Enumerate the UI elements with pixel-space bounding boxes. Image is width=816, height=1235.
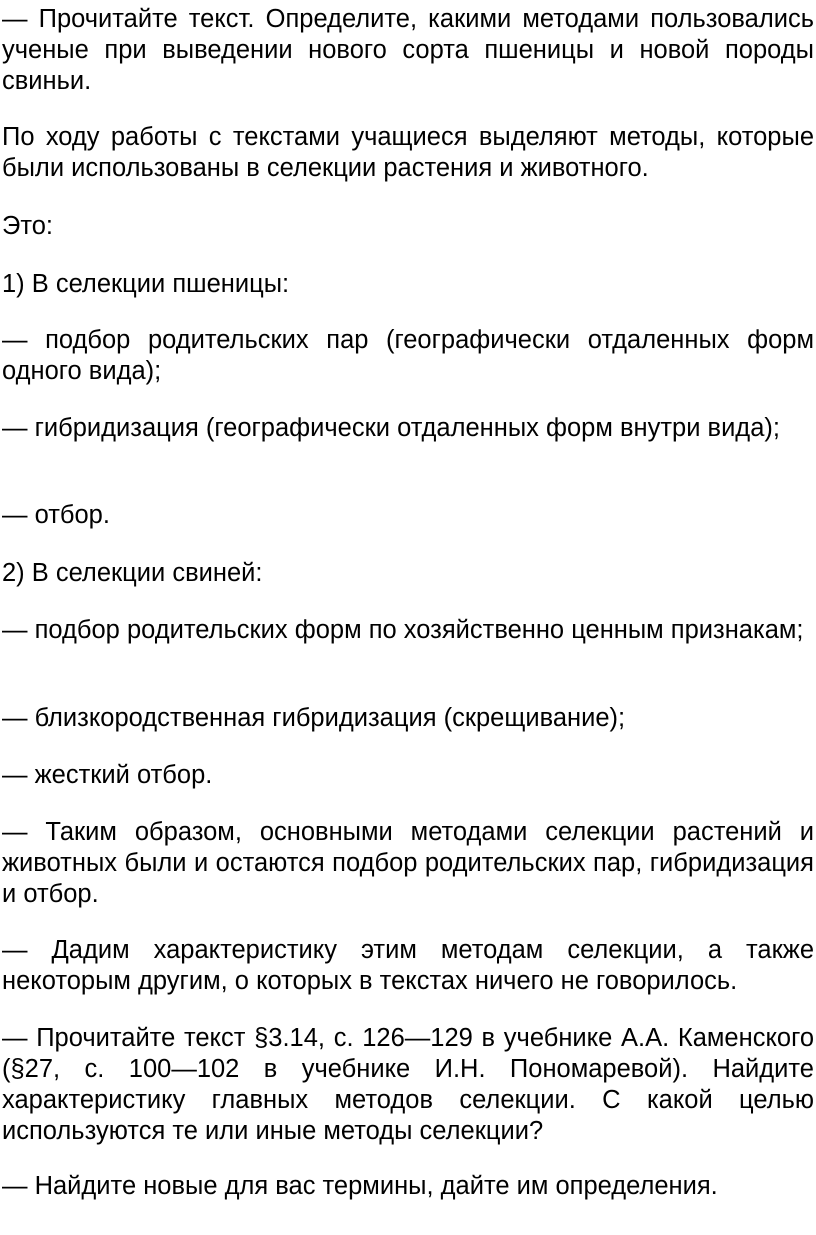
paragraph: По ходу работы с текстами учащиеся выделяют методы, которые были использованы в селекции растения и животного.	[2, 123, 814, 182]
paragraph: — Найдите новые для вас термины, дайте им определения.	[2, 1172, 718, 1200]
paragraph: — подбор родительских форм по хозяйственно ценным признакам;	[2, 616, 804, 644]
paragraph: — Прочитайте текст §3.14, с. 126—129 в учебнике А.А. Каменского (§27, с. 100—102 в учебнике И.Н. Пономаревой). Найдите характеристику главных методов селекции. С какой целью используются те или иные методы селекции?	[2, 1024, 814, 1145]
paragraph: — Прочитайте текст. Определите, какими методами пользовались ученые при выведении нового сорта пшеницы и новой породы свиньи.	[2, 5, 814, 95]
paragraph: — Дадим характеристику этим методам селекции, а также некоторым другим, о которых в текстах ничего не говорилось.	[2, 936, 814, 995]
paragraph: — гибридизация (географически отдаленных форм внутри вида);	[2, 414, 780, 442]
paragraph: — близкородственная гибридизация (скрещивание);	[2, 704, 626, 732]
paragraph: 2) В селекции свиней:	[2, 559, 263, 587]
paragraph: — подбор родительских пар (географически отдаленных форм одного вида);	[2, 326, 814, 385]
paragraph: — отбор.	[2, 501, 110, 529]
paragraph: Это:	[2, 212, 53, 240]
paragraph: — жесткий отбор.	[2, 761, 213, 789]
paragraph: — Таким образом, основными методами селекции растений и животных были и остаются подбор родительских пар, гибридизация и отбор.	[2, 818, 814, 908]
paragraph: 1) В селекции пшеницы:	[2, 270, 290, 298]
